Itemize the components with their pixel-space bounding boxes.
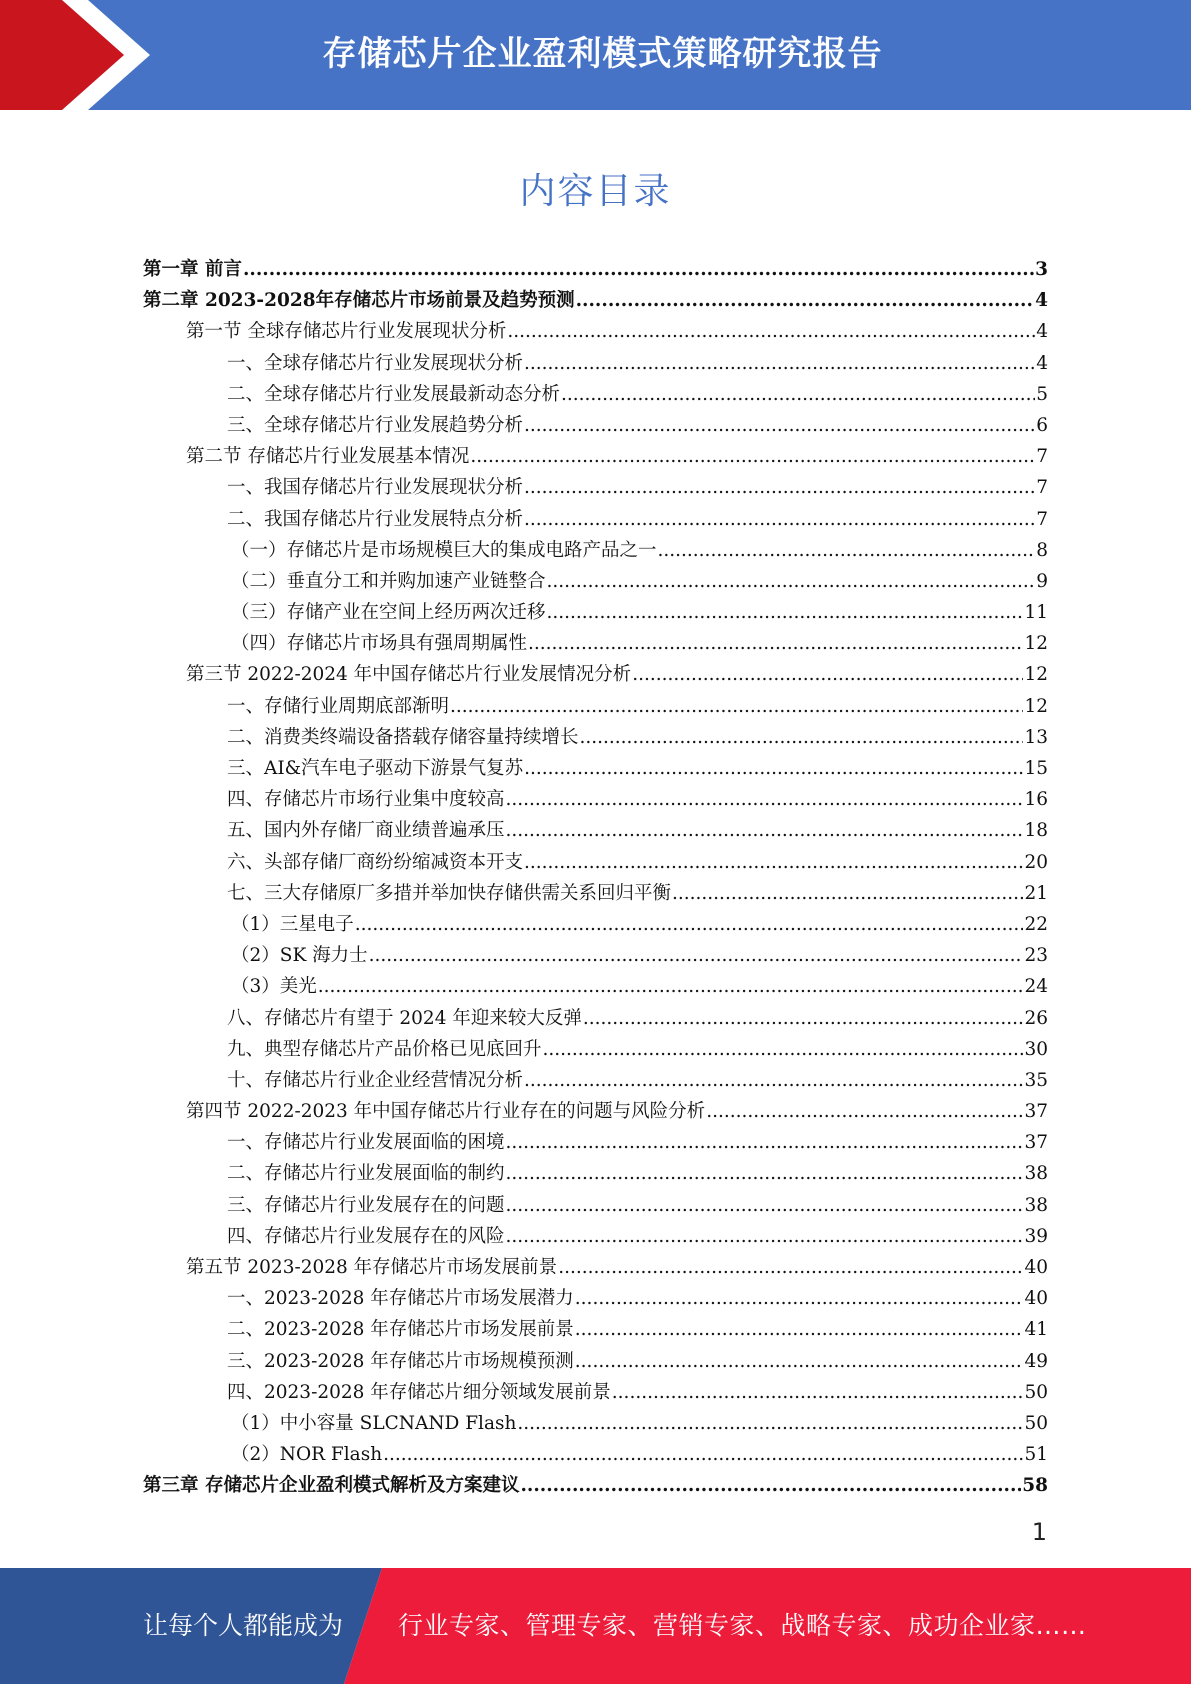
toc-entry-page: 21 <box>1024 882 1048 904</box>
toc-entry-title: 第五节 2023-2028 年存储芯片市场发展前景 <box>186 1257 558 1278</box>
toc-entry-title: 三、全球存储芯片行业发展趋势分析 <box>227 414 524 436</box>
toc-leader-dots <box>528 628 1023 659</box>
toc-entry-title: 一、全球存储芯片行业发展现状分析 <box>227 352 524 374</box>
toc-entry-title: 二、全球存储芯片行业发展最新动态分析 <box>227 383 561 405</box>
toc-entry-title: 三、AI&汽车电子驱动下游景气复苏 <box>227 758 524 779</box>
toc-entry-title: 四、存储芯片行业发展存在的风险 <box>227 1225 505 1247</box>
toc-entry-title: 第二章 2023-2028年存储芯片市场前景及趋势预测 <box>143 290 575 312</box>
toc-entry[interactable] <box>143 379 1048 410</box>
toc-entry-page: 35 <box>1024 1069 1048 1091</box>
toc-leader-dots <box>506 1221 1024 1252</box>
toc-leader-dots <box>583 1003 1024 1034</box>
toc-entry[interactable] <box>143 1377 1048 1408</box>
toc-leader-dots <box>575 1346 1024 1377</box>
toc-entry-page: 7 <box>1036 508 1048 530</box>
toc-entry[interactable] <box>143 1034 1048 1065</box>
toc-entry-page: 8 <box>1036 539 1048 561</box>
toc-entry[interactable] <box>143 1190 1048 1221</box>
toc-leader-dots <box>561 379 1035 410</box>
toc-entry-title: 九、典型存储芯片产品价格已见底回升 <box>227 1038 542 1060</box>
toc-leader-dots <box>470 441 1035 472</box>
toc-leader-dots <box>450 691 1023 722</box>
table-of-contents <box>143 254 1048 1502</box>
toc-entry-page: 4 <box>1036 321 1048 343</box>
toc-leader-dots <box>318 971 1024 1002</box>
page-number: 1 <box>1031 1518 1047 1546</box>
toc-heading: 内容目录 <box>519 171 672 212</box>
toc-entry-page: 4 <box>1036 352 1048 374</box>
toc-entry[interactable] <box>143 909 1048 940</box>
toc-entry[interactable] <box>143 316 1048 347</box>
toc-entry-title: （2）NOR Flash <box>231 1444 383 1466</box>
toc-leader-dots <box>520 1470 1021 1501</box>
toc-leader-dots <box>383 1439 1023 1470</box>
toc-leader-dots <box>576 285 1035 316</box>
toc-leader-dots <box>524 348 1035 379</box>
toc-entry[interactable] <box>143 1346 1048 1377</box>
toc-entry-title: 三、2023-2028 年存储芯片市场规模预测 <box>227 1350 574 1372</box>
toc-entry-title: 二、存储芯片行业发展面临的制约 <box>227 1163 505 1185</box>
toc-entry-title: 十、存储芯片行业企业经营情况分析 <box>227 1069 524 1091</box>
toc-leader-dots <box>543 1034 1024 1065</box>
toc-leader-dots <box>524 847 1023 878</box>
toc-entry-title: 三、存储芯片行业发展存在的问题 <box>227 1194 505 1216</box>
toc-entry-page: 37 <box>1024 1132 1048 1154</box>
toc-entry[interactable] <box>143 1314 1048 1345</box>
toc-entry[interactable] <box>143 1283 1048 1314</box>
toc-leader-dots <box>547 566 1036 597</box>
toc-leader-dots <box>506 1190 1024 1221</box>
toc-entry-page: 6 <box>1036 414 1048 436</box>
page-footer <box>0 1568 1191 1684</box>
toc-entry-page: 7 <box>1036 446 1048 468</box>
toc-entry-title: 第一章 前言 <box>143 259 242 280</box>
toc-entry[interactable] <box>143 847 1048 878</box>
toc-entry-page: 30 <box>1024 1038 1048 1060</box>
toc-entry[interactable] <box>143 285 1048 316</box>
toc-entry[interactable] <box>143 691 1048 722</box>
toc-entry[interactable] <box>143 1252 1048 1283</box>
toc-entry-title: 二、我国存储芯片行业发展特点分析 <box>227 508 524 530</box>
toc-entry-page: 7 <box>1036 477 1048 499</box>
toc-leader-dots <box>658 535 1036 566</box>
toc-leader-dots <box>632 659 1023 690</box>
toc-leader-dots <box>580 722 1024 753</box>
toc-entry-page: 23 <box>1024 945 1048 967</box>
toc-entry-page: 58 <box>1022 1475 1048 1497</box>
toc-entry[interactable] <box>143 535 1048 566</box>
toc-entry-page: 39 <box>1024 1225 1048 1247</box>
toc-entry-title: 四、2023-2028 年存储芯片细分领域发展前景 <box>227 1381 611 1403</box>
toc-leader-dots <box>506 1127 1024 1158</box>
toc-entry[interactable] <box>143 1439 1048 1470</box>
toc-entry[interactable] <box>143 410 1048 441</box>
toc-entry-page: 11 <box>1024 602 1048 624</box>
toc-entry[interactable] <box>143 348 1048 379</box>
toc-entry-page: 5 <box>1036 383 1048 405</box>
toc-entry-title: （一）存储芯片是市场规模巨大的集成电路产品之一 <box>231 539 657 561</box>
footer-slogan-left: 让每个人都能成为 <box>143 1611 344 1640</box>
toc-entry-page: 26 <box>1024 1007 1048 1029</box>
toc-entry-page: 50 <box>1024 1381 1048 1403</box>
toc-entry-page: 50 <box>1024 1412 1048 1434</box>
toc-entry-title: 一、存储芯片行业发展面临的困境 <box>227 1132 505 1154</box>
toc-entry[interactable] <box>143 1221 1048 1252</box>
toc-entry[interactable] <box>143 1408 1048 1439</box>
toc-entry[interactable] <box>143 940 1048 971</box>
toc-entry-title: 八、存储芯片有望于 2024 年迎来较大反弹 <box>227 1007 582 1029</box>
toc-entry-title: 二、2023-2028 年存储芯片市场发展前景 <box>227 1319 574 1341</box>
toc-entry-title: 五、国内外存储厂商业绩普遍承压 <box>227 820 505 842</box>
toc-entry[interactable] <box>143 1127 1048 1158</box>
toc-entry-page: 16 <box>1024 789 1048 811</box>
toc-leader-dots <box>706 1096 1023 1127</box>
toc-entry-title: 六、头部存储厂商纷纷缩减资本开支 <box>227 851 524 873</box>
toc-entry-title: （三）存储产业在空间上经历两次迁移 <box>231 602 546 624</box>
toc-leader-dots <box>506 815 1024 846</box>
report-title: 存储芯片企业盈利模式策略研究报告 <box>322 34 883 74</box>
toc-entry-title: 第三章 存储芯片企业盈利模式解析及方案建议 <box>143 1475 520 1497</box>
toc-entry-page: 24 <box>1024 976 1048 998</box>
toc-entry-page: 20 <box>1024 851 1048 873</box>
toc-entry-title: 一、存储行业周期底部渐明 <box>227 695 450 717</box>
toc-entry-page: 22 <box>1024 913 1048 935</box>
toc-entry-title: 一、2023-2028 年存储芯片市场发展潜力 <box>227 1288 574 1310</box>
toc-entry[interactable] <box>143 566 1048 597</box>
toc-entry-title: （1）三星电子 <box>231 913 354 935</box>
toc-entry-page: 38 <box>1024 1163 1048 1185</box>
footer-slogan-right: 行业专家、管理专家、营销专家、战略专家、成功企业家…… <box>398 1611 1087 1640</box>
toc-leader-dots <box>558 1252 1023 1283</box>
toc-entry-page: 12 <box>1024 664 1048 686</box>
toc-entry-title: 第四节 2022-2023 年中国存储芯片行业存在的问题与风险分析 <box>186 1101 706 1123</box>
toc-entry-title: 四、存储芯片市场行业集中度较高 <box>227 789 505 811</box>
toc-entry[interactable] <box>143 441 1048 472</box>
toc-entry-page: 12 <box>1024 695 1048 717</box>
toc-entry-title: （3）美光 <box>231 976 317 998</box>
toc-leader-dots <box>524 504 1035 535</box>
toc-entry-page: 13 <box>1024 726 1048 748</box>
toc-entry-page: 38 <box>1024 1194 1048 1216</box>
toc-leader-dots <box>355 909 1024 940</box>
toc-entry-title: （二）垂直分工和并购加速产业链整合 <box>231 570 546 592</box>
toc-entry[interactable] <box>143 254 1048 285</box>
toc-entry-title: 第二节 存储芯片行业发展基本情况 <box>186 446 470 468</box>
toc-entry-title: （1）中小容量 SLCNAND Flash <box>231 1412 517 1434</box>
toc-entry-page: 37 <box>1024 1101 1048 1123</box>
toc-entry[interactable] <box>143 784 1048 815</box>
toc-entry-page: 9 <box>1036 570 1048 592</box>
toc-leader-dots <box>575 1283 1024 1314</box>
toc-entry[interactable] <box>143 628 1048 659</box>
toc-entry[interactable] <box>143 753 1048 784</box>
toc-entry[interactable] <box>143 722 1048 753</box>
toc-leader-dots <box>612 1377 1024 1408</box>
toc-leader-dots <box>507 316 1035 347</box>
toc-entry-title: （2）SK 海力士 <box>231 945 368 967</box>
toc-entry[interactable] <box>143 472 1048 503</box>
toc-leader-dots <box>524 410 1035 441</box>
toc-entry-title: 第一节 全球存储芯片行业发展现状分析 <box>186 321 507 343</box>
toc-entry-page: 12 <box>1024 633 1048 655</box>
toc-entry-page: 3 <box>1035 259 1048 280</box>
toc-entry[interactable] <box>143 1065 1048 1096</box>
toc-leader-dots <box>524 472 1035 503</box>
toc-entry-page: 15 <box>1024 758 1048 779</box>
toc-entry-page: 49 <box>1024 1350 1048 1372</box>
toc-entry[interactable] <box>143 597 1048 628</box>
toc-entry-page: 41 <box>1024 1319 1048 1341</box>
toc-entry-title: 二、消费类终端设备搭载存储容量持续增长 <box>227 726 579 748</box>
toc-entry-page: 40 <box>1024 1288 1048 1310</box>
toc-entry[interactable] <box>143 1158 1048 1189</box>
toc-leader-dots <box>506 784 1024 815</box>
toc-leader-dots <box>672 878 1023 909</box>
toc-entry[interactable] <box>143 815 1048 846</box>
toc-entry-page: 51 <box>1024 1444 1048 1466</box>
page-header <box>0 0 1191 110</box>
toc-entry[interactable] <box>143 1096 1048 1127</box>
toc-entry[interactable] <box>143 878 1048 909</box>
toc-leader-dots <box>369 940 1024 971</box>
toc-leader-dots <box>547 597 1024 628</box>
toc-entry[interactable] <box>143 659 1048 690</box>
toc-leader-dots <box>243 254 1034 285</box>
toc-entry-page: 18 <box>1024 820 1048 842</box>
toc-leader-dots <box>524 1065 1023 1096</box>
toc-entry-page: 40 <box>1024 1257 1048 1278</box>
toc-leader-dots <box>506 1158 1024 1189</box>
toc-entry-page: 4 <box>1035 290 1048 312</box>
toc-entry[interactable] <box>143 1470 1048 1501</box>
toc-leader-dots <box>517 1408 1023 1439</box>
toc-entry-title: 一、我国存储芯片行业发展现状分析 <box>227 477 524 499</box>
toc-leader-dots <box>575 1314 1024 1345</box>
toc-entry[interactable] <box>143 504 1048 535</box>
toc-entry-title: （四）存储芯片市场具有强周期属性 <box>231 633 528 655</box>
toc-leader-dots <box>524 753 1023 784</box>
toc-entry[interactable] <box>143 971 1048 1002</box>
toc-entry[interactable] <box>143 1003 1048 1034</box>
toc-entry-title: 七、三大存储原厂多措并举加快存储供需关系回归平衡 <box>227 882 672 904</box>
toc-entry-title: 第三节 2022-2024 年中国存储芯片行业发展情况分析 <box>186 664 632 686</box>
